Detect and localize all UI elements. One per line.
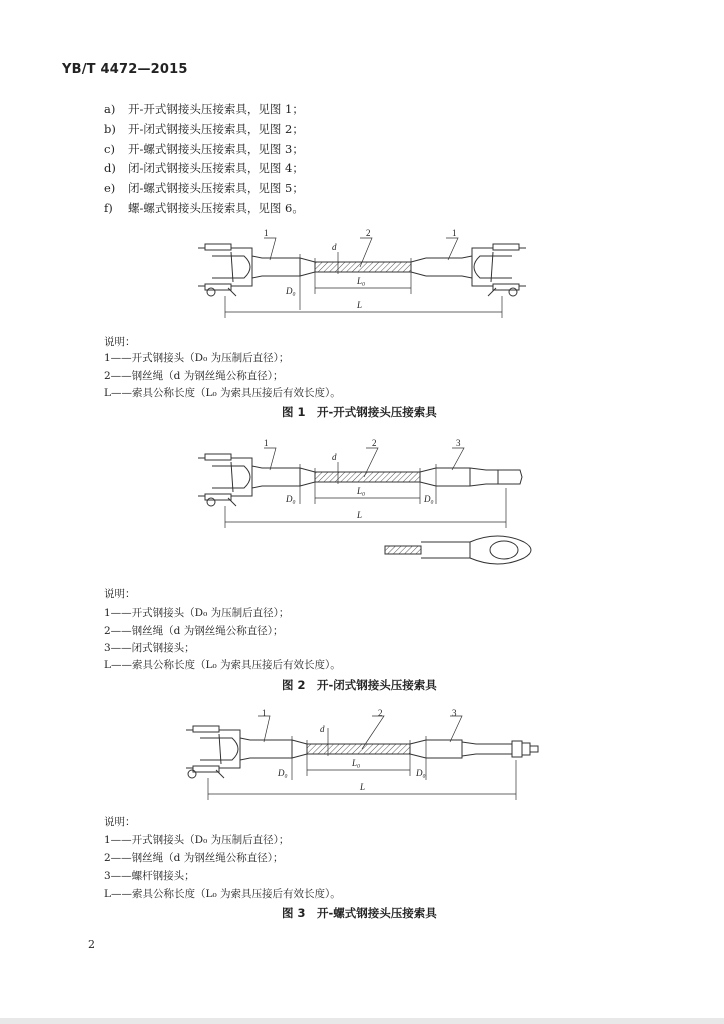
list-item: d) 闭-闭式钢接头压接索具，见图 4；: [104, 161, 304, 175]
dim-d: d: [332, 242, 337, 252]
dim-l: L: [357, 510, 363, 520]
note-line: L——索具公称长度（L₀ 为索具压接后有效长度）。: [104, 387, 341, 399]
dim-d: d: [320, 724, 325, 734]
notes-title: 说明：: [104, 816, 136, 828]
callout-1: 1: [264, 228, 269, 238]
callout-3: 3: [456, 438, 461, 448]
note-line: 1——开式钢接头（D₀ 为压制后直径）；: [104, 352, 290, 364]
note-line: L——索具公称长度（L₀ 为索具压接后有效长度）。: [104, 888, 341, 900]
dim-l0: L₀: [357, 276, 366, 286]
figure-1-caption: 图 1 开-开式钢接头压接索具: [282, 405, 437, 419]
dim-d0: D₀: [278, 768, 288, 778]
note-line: 1——开式钢接头（D₀ 为压制后直径）；: [104, 607, 290, 619]
list-item: f) 螺-螺式钢接头压接索具，见图 6。: [104, 201, 304, 215]
list-item: b) 开-闭式钢接头压接索具，见图 2；: [104, 122, 304, 136]
note-line: 2——钢丝绳（d 为钢丝绳公称直径）；: [104, 625, 284, 637]
page-bottom-edge: [0, 1018, 724, 1024]
list-item: e) 闭-螺式钢接头压接索具，见图 5；: [104, 181, 304, 195]
dim-d: d: [332, 452, 337, 462]
callout-1: 1: [264, 438, 269, 448]
list-item: c) 开-螺式钢接头压接索具，见图 3；: [104, 142, 304, 156]
dim-d0: D₀: [286, 494, 296, 504]
figure-2-caption: 图 2 开-闭式钢接头压接索具: [282, 678, 437, 692]
notes-title: 说明：: [104, 588, 136, 600]
note-line: 2——钢丝绳（d 为钢丝绳公称直径）；: [104, 852, 284, 864]
dim-d0b: D₀: [424, 494, 434, 504]
callout-1b: 1: [452, 228, 457, 238]
note-line: 2——钢丝绳（d 为钢丝绳公称直径）；: [104, 370, 284, 382]
callout-2: 2: [366, 228, 371, 238]
note-line: 1——开式钢接头（D₀ 为压制后直径）；: [104, 834, 290, 846]
callout-2: 2: [372, 438, 377, 448]
note-line: 3——螺杆钢接头；: [104, 870, 195, 882]
notes-title: 说明：: [104, 336, 136, 348]
figure-3-caption: 图 3 开-螺式钢接头压接索具: [282, 906, 437, 920]
note-line: L——索具公称长度（L₀ 为索具压接后有效长度）。: [104, 659, 341, 671]
dim-d0: D₀: [286, 286, 296, 296]
figure-1-drawing: [0, 222, 724, 326]
document-id: YB/T 4472—2015: [62, 62, 188, 77]
figure-3-drawing: [0, 704, 724, 808]
dim-l: L: [357, 300, 363, 310]
dim-l0: L₀: [357, 486, 366, 496]
figure-2-drawing: [0, 432, 724, 572]
callout-1: 1: [262, 708, 267, 718]
callout-2: 2: [378, 708, 383, 718]
callout-3: 3: [452, 708, 457, 718]
dim-l0: L₀: [352, 758, 361, 768]
list-item: a) 开-开式钢接头压接索具，见图 1；: [104, 102, 304, 116]
note-line: 3——闭式钢接头；: [104, 642, 195, 654]
dim-d0b: D₀: [416, 768, 426, 778]
dim-l: L: [360, 782, 366, 792]
page-number: 2: [88, 938, 95, 951]
